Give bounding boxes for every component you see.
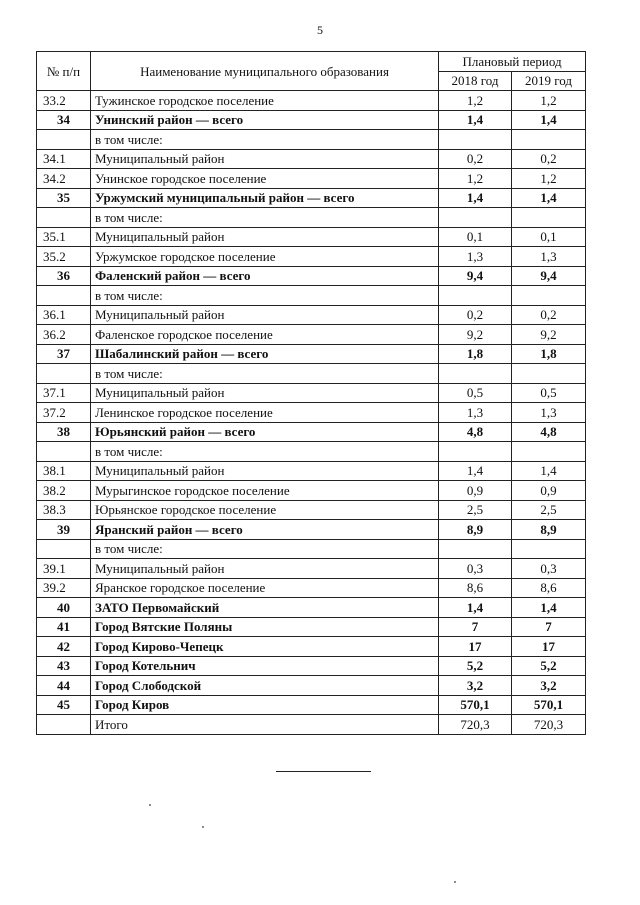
row-value-2019-cell [512, 442, 586, 462]
header-year-2018: 2018 год [439, 71, 512, 91]
row-number-cell: 38.3 [37, 500, 91, 520]
row-value-2018-cell: 0,2 [439, 149, 512, 169]
table-row [37, 305, 586, 325]
row-value-2019-cell: 720,3 [512, 715, 586, 735]
closing-rule [276, 771, 371, 772]
row-value-2018-cell: 0,5 [439, 383, 512, 403]
row-number-cell: 35 [37, 188, 91, 208]
row-name-cell: Муниципальный район [91, 559, 439, 579]
row-number-cell: 45 [37, 695, 91, 715]
table-row [37, 559, 586, 579]
row-name-cell: в том числе: [91, 364, 439, 384]
row-number-cell [37, 715, 91, 735]
row-name-cell: Юрьянский район — всего [91, 422, 439, 442]
scan-speck [149, 804, 151, 806]
row-name-cell: Уржумский муниципальный район — всего [91, 188, 439, 208]
row-value-2018-cell: 1,3 [439, 247, 512, 267]
row-value-2019-cell: 0,3 [512, 559, 586, 579]
table-row [37, 656, 586, 676]
row-value-2019-cell: 1,3 [512, 247, 586, 267]
table-row [37, 520, 586, 540]
table-row [37, 169, 586, 189]
row-value-2019-cell: 8,6 [512, 578, 586, 598]
row-value-2019-cell: 7 [512, 617, 586, 637]
table-body [37, 91, 586, 735]
header-name: Наименование муниципального образования [91, 52, 439, 91]
row-value-2019-cell: 0,1 [512, 227, 586, 247]
table-row [37, 364, 586, 384]
row-name-cell: в том числе: [91, 286, 439, 306]
row-value-2018-cell: 9,4 [439, 266, 512, 286]
row-number-cell: 44 [37, 676, 91, 696]
row-value-2018-cell: 2,5 [439, 500, 512, 520]
budget-table [36, 51, 586, 735]
row-number-cell: 34.1 [37, 149, 91, 169]
row-name-cell: Город Котельнич [91, 656, 439, 676]
row-name-cell: Яранский район — всего [91, 520, 439, 540]
table-header [37, 52, 586, 91]
table-row [37, 344, 586, 364]
row-number-cell: 39 [37, 520, 91, 540]
row-number-cell: 34 [37, 110, 91, 130]
table-row [37, 578, 586, 598]
row-value-2019-cell: 3,2 [512, 676, 586, 696]
row-value-2019-cell: 1,4 [512, 188, 586, 208]
table-row [37, 617, 586, 637]
row-value-2019-cell [512, 286, 586, 306]
row-value-2018-cell: 1,4 [439, 110, 512, 130]
header-year-2019: 2019 год [512, 71, 586, 91]
row-value-2018-cell: 1,3 [439, 403, 512, 423]
row-name-cell: Муниципальный район [91, 149, 439, 169]
row-value-2018-cell: 4,8 [439, 422, 512, 442]
row-value-2019-cell: 1,4 [512, 110, 586, 130]
table-row [37, 188, 586, 208]
table-row [37, 130, 586, 150]
row-number-cell: 36 [37, 266, 91, 286]
row-value-2018-cell [439, 539, 512, 559]
row-value-2018-cell [439, 286, 512, 306]
row-value-2018-cell [439, 442, 512, 462]
table-row [37, 715, 586, 735]
row-number-cell: 37.1 [37, 383, 91, 403]
row-number-cell: 42 [37, 637, 91, 657]
row-name-cell: Юрьянское городское поселение [91, 500, 439, 520]
row-value-2018-cell: 1,4 [439, 461, 512, 481]
row-value-2019-cell: 8,9 [512, 520, 586, 540]
scan-speck [454, 881, 456, 883]
table-row [37, 442, 586, 462]
table-row [37, 695, 586, 715]
row-number-cell: 40 [37, 598, 91, 618]
row-value-2018-cell [439, 364, 512, 384]
table-row [37, 637, 586, 657]
row-number-cell: 43 [37, 656, 91, 676]
row-name-cell: Фаленский район — всего [91, 266, 439, 286]
row-value-2018-cell [439, 208, 512, 228]
row-value-2019-cell: 1,8 [512, 344, 586, 364]
row-name-cell: в том числе: [91, 130, 439, 150]
row-number-cell [37, 364, 91, 384]
row-number-cell: 41 [37, 617, 91, 637]
row-name-cell: в том числе: [91, 539, 439, 559]
row-name-cell: Фаленское городское поселение [91, 325, 439, 345]
row-value-2019-cell: 17 [512, 637, 586, 657]
table-row [37, 247, 586, 267]
table-row [37, 110, 586, 130]
row-number-cell: 38 [37, 422, 91, 442]
row-name-cell: Муниципальный район [91, 227, 439, 247]
header-planned-period: Плановый период [439, 52, 586, 72]
row-value-2019-cell: 0,2 [512, 149, 586, 169]
row-name-cell: Тужинское городское поселение [91, 91, 439, 111]
row-name-cell: Ленинское городское поселение [91, 403, 439, 423]
row-number-cell: 36.1 [37, 305, 91, 325]
row-name-cell: Шабалинский район — всего [91, 344, 439, 364]
row-value-2019-cell [512, 364, 586, 384]
row-value-2018-cell: 1,4 [439, 188, 512, 208]
row-value-2018-cell: 7 [439, 617, 512, 637]
row-value-2018-cell: 570,1 [439, 695, 512, 715]
row-number-cell: 38.1 [37, 461, 91, 481]
row-name-cell: Муниципальный район [91, 461, 439, 481]
row-number-cell: 36.2 [37, 325, 91, 345]
row-number-cell: 33.2 [37, 91, 91, 111]
row-value-2018-cell: 17 [439, 637, 512, 657]
row-number-cell [37, 286, 91, 306]
table-row [37, 676, 586, 696]
table-row [37, 500, 586, 520]
scan-speck [202, 826, 204, 828]
row-value-2018-cell: 720,3 [439, 715, 512, 735]
row-value-2019-cell: 0,9 [512, 481, 586, 501]
row-name-cell: в том числе: [91, 442, 439, 462]
row-name-cell: Город Кирово-Чепецк [91, 637, 439, 657]
row-number-cell [37, 442, 91, 462]
row-number-cell: 37 [37, 344, 91, 364]
row-value-2018-cell: 0,9 [439, 481, 512, 501]
row-value-2018-cell: 8,9 [439, 520, 512, 540]
row-value-2018-cell: 1,8 [439, 344, 512, 364]
table-row [37, 227, 586, 247]
row-number-cell: 34.2 [37, 169, 91, 189]
row-value-2019-cell: 1,2 [512, 91, 586, 111]
row-name-cell: Город Киров [91, 695, 439, 715]
table-row [37, 149, 586, 169]
row-value-2019-cell [512, 208, 586, 228]
row-name-cell: Город Вятские Поляны [91, 617, 439, 637]
row-value-2019-cell: 0,5 [512, 383, 586, 403]
row-value-2018-cell: 0,3 [439, 559, 512, 579]
row-value-2018-cell: 0,2 [439, 305, 512, 325]
row-name-cell: в том числе: [91, 208, 439, 228]
row-value-2019-cell: 1,4 [512, 461, 586, 481]
row-name-cell: Город Слободской [91, 676, 439, 696]
row-name-cell: Унинское городское поселение [91, 169, 439, 189]
row-value-2018-cell: 1,4 [439, 598, 512, 618]
table-row [37, 383, 586, 403]
row-name-cell: Муниципальный район [91, 305, 439, 325]
row-value-2019-cell: 5,2 [512, 656, 586, 676]
row-value-2019-cell: 1,4 [512, 598, 586, 618]
row-value-2019-cell: 570,1 [512, 695, 586, 715]
row-number-cell [37, 539, 91, 559]
table-row [37, 539, 586, 559]
row-value-2019-cell: 9,2 [512, 325, 586, 345]
row-value-2019-cell: 4,8 [512, 422, 586, 442]
row-number-cell: 39.1 [37, 559, 91, 579]
table-row [37, 481, 586, 501]
row-number-cell: 37.2 [37, 403, 91, 423]
row-number-cell: 35.1 [37, 227, 91, 247]
row-value-2018-cell: 0,1 [439, 227, 512, 247]
row-number-cell [37, 208, 91, 228]
row-name-cell: Итого [91, 715, 439, 735]
row-value-2019-cell: 2,5 [512, 500, 586, 520]
row-name-cell: Муниципальный район [91, 383, 439, 403]
row-value-2018-cell: 8,6 [439, 578, 512, 598]
row-name-cell: Унинский район — всего [91, 110, 439, 130]
row-value-2018-cell: 3,2 [439, 676, 512, 696]
table-row [37, 208, 586, 228]
row-value-2018-cell: 1,2 [439, 169, 512, 189]
row-value-2019-cell [512, 130, 586, 150]
row-value-2019-cell [512, 539, 586, 559]
row-value-2018-cell: 9,2 [439, 325, 512, 345]
row-value-2018-cell: 1,2 [439, 91, 512, 111]
table-row [37, 422, 586, 442]
table-row [37, 598, 586, 618]
row-number-cell [37, 130, 91, 150]
row-name-cell: Яранское городское поселение [91, 578, 439, 598]
header-number: № п/п [37, 52, 91, 91]
table-row [37, 266, 586, 286]
table-row [37, 286, 586, 306]
row-number-cell: 38.2 [37, 481, 91, 501]
table-row [37, 91, 586, 111]
row-name-cell: ЗАТО Первомайский [91, 598, 439, 618]
table-row [37, 325, 586, 345]
table-row [37, 461, 586, 481]
page-number: 5 [317, 23, 323, 37]
row-value-2019-cell: 0,2 [512, 305, 586, 325]
row-value-2019-cell: 9,4 [512, 266, 586, 286]
row-number-cell: 35.2 [37, 247, 91, 267]
row-value-2018-cell [439, 130, 512, 150]
row-number-cell: 39.2 [37, 578, 91, 598]
table-row [37, 403, 586, 423]
row-value-2019-cell: 1,2 [512, 169, 586, 189]
row-value-2018-cell: 5,2 [439, 656, 512, 676]
row-name-cell: Уржумское городское поселение [91, 247, 439, 267]
row-name-cell: Мурыгинское городское поселение [91, 481, 439, 501]
row-value-2019-cell: 1,3 [512, 403, 586, 423]
